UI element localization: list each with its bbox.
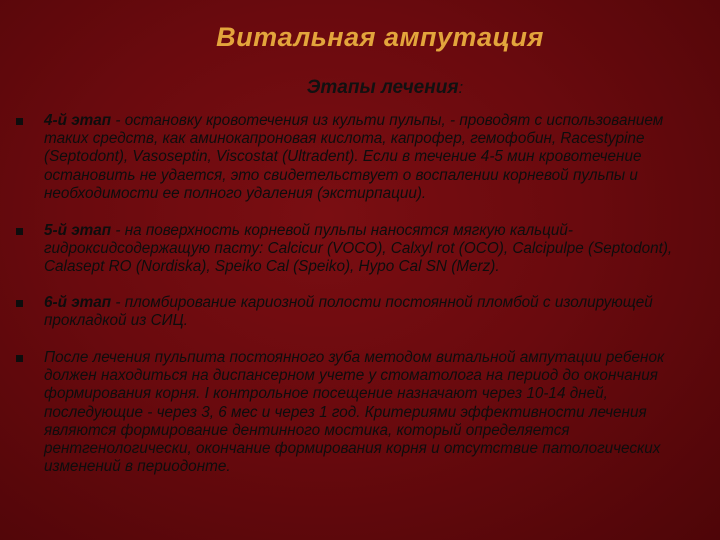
item-lead: 6-й этап bbox=[44, 293, 112, 311]
square-bullet-icon bbox=[16, 355, 23, 362]
item-text: - на поверхность корневой пульпы наносятся мягкую кальций-гидроксидсодержащую пасту: Calcicur (VOCO), Calxyl rot (OCO), Calcipulpe (Septodont), Calasept RO (Nordiska), Speiko Cal (Speiko), Hypo Cal SN (Merz). bbox=[44, 222, 673, 276]
slide-title: Витальная ампутация bbox=[216, 22, 544, 52]
slide-subtitle bbox=[0, 77, 720, 99]
square-bullet-icon bbox=[16, 228, 23, 235]
square-bullet-icon bbox=[16, 300, 23, 307]
list-item-stage-5 bbox=[16, 222, 706, 277]
item-lead: 5-й этап bbox=[44, 222, 112, 240]
item-text: После лечения пульпита постоянного зуба методом витальной ампутации ребенок должен находиться на диспансерном учете у стоматолога на период до окончания формирования корня. I контрольное посещение назначают через 10-14 дней, последующие - через 3, 6 мес и через 1 год. Критериями эффективности лечения являются формирование дентинного мостика, который определяется рентгенологически, окончание формирования корня и отсутствие патологических изменений в периодонте. bbox=[44, 349, 665, 476]
bullet-list bbox=[16, 112, 706, 489]
subtitle-text: Этапы лечения bbox=[306, 77, 459, 98]
item-text: - остановку кровотечения из культи пульпы, - проводят с использованием таких средств, как аминокапроновая кислота, капрофер, гемофобин, Racestypine (Septodont), Vasoseptin, Viscostat (Ultradent). Если в течение 4-5 мин кровотечение остановить не удается, это свидетельствует о воспалении корневой пульпы и необходимости ее полного удаления (экстирпации). bbox=[44, 112, 664, 202]
item-text: - пломбирование кариозной полости постоянной пломбой с изолирующей прокладкой из СИЦ. bbox=[44, 293, 653, 329]
subtitle-colon: : bbox=[458, 78, 464, 97]
square-bullet-icon bbox=[16, 118, 23, 125]
list-item-follow-up bbox=[16, 349, 706, 476]
list-item-stage-6 bbox=[16, 294, 706, 330]
item-lead: 4-й этап bbox=[44, 112, 112, 129]
list-item-stage-4 bbox=[16, 112, 706, 203]
